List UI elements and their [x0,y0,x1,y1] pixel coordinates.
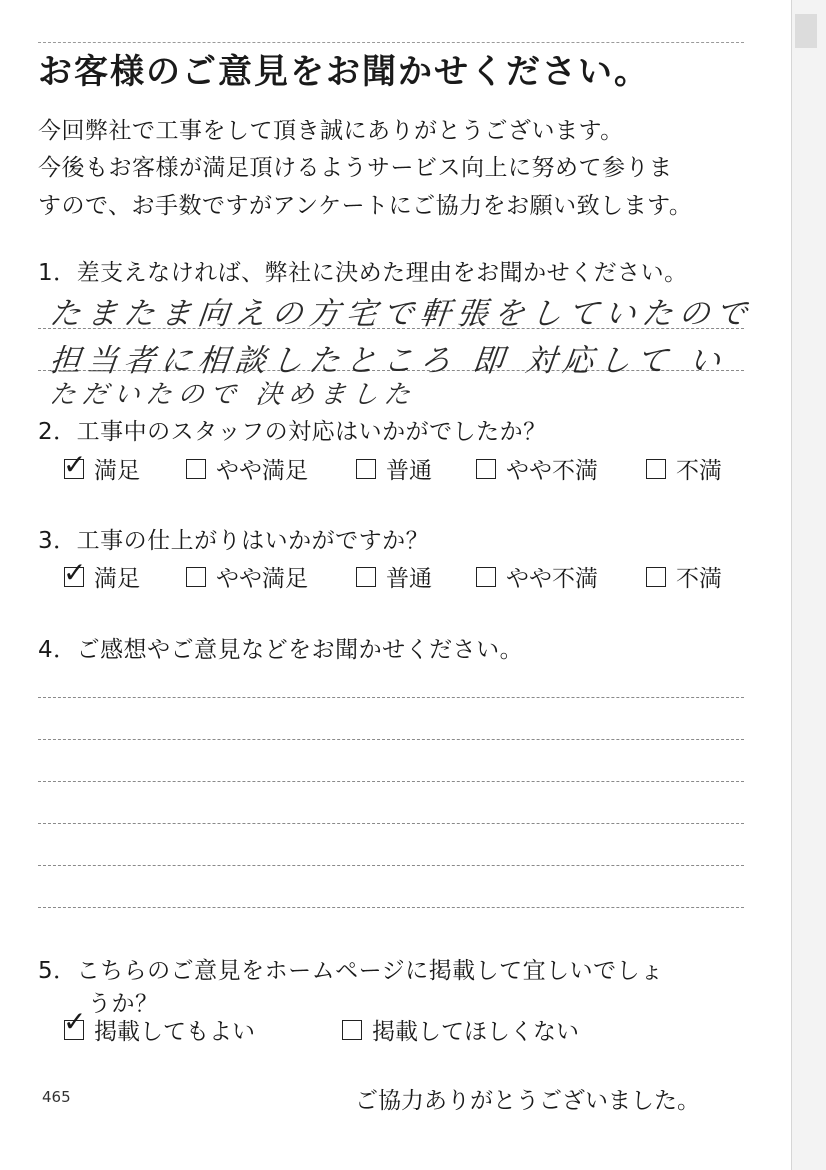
option-label: 不満 [676,566,722,592]
option-label: やや不満 [506,566,598,592]
page-title: お客様のご意見をお聞かせください。 [38,52,650,92]
checkbox[interactable] [356,459,376,479]
option-label: やや満足 [216,458,308,484]
option-label: 満足 [94,566,140,592]
q3-option-somewhat-dissatisfied[interactable] [476,560,598,593]
scan-edge-tab [795,14,817,48]
q2-option-satisfied[interactable] [63,447,140,485]
check-mark-icon: ✓ [63,1004,87,1038]
answer-line[interactable] [38,865,744,866]
checkbox[interactable] [476,459,496,479]
question-2-options [63,447,754,484]
answer-line[interactable] [38,697,744,698]
checkbox[interactable] [476,567,496,587]
question-3-options [63,555,754,592]
q3-option-satisfied[interactable] [63,555,140,593]
q2-option-normal[interactable] [356,452,432,485]
option-label: 普通 [386,566,432,592]
handwritten-answer-line-3: ただいたので 決めました [48,380,418,410]
answer-line[interactable] [38,739,744,740]
checkbox[interactable] [646,459,666,479]
intro-line-1: 今回弊社で工事をして頂き誠にありがとうございます。 [38,118,624,144]
intro-line-2: 今後もお客様が満足頂けるようサービス向上に努めて参りま [38,155,673,181]
q3-option-dissatisfied[interactable] [646,560,722,593]
option-label: 不満 [676,458,722,484]
top-rule [38,42,744,43]
checkbox[interactable] [356,567,376,587]
check-mark-icon: ✓ [63,555,87,589]
check-mark-icon: ✓ [63,447,87,481]
handwritten-answer-line-1: たまたま向えの方宅で軒張をしていたので [47,296,755,332]
page-number: 465 [42,1088,71,1106]
checkbox[interactable] [63,555,87,589]
intro-line-3: すので、お手数ですがアンケートにご協力をお願い致します。 [38,193,693,219]
scan-edge [791,0,826,1170]
question-5-label-line-1: 5．こちらのご意見をホームページに掲載して宜しいでしょ [38,958,664,984]
checkbox[interactable] [63,447,87,481]
option-label: 普通 [386,458,432,484]
q3-option-somewhat-satisfied[interactable] [186,560,308,593]
answer-line[interactable] [38,781,744,782]
option-label: 掲載してもよい [94,1019,255,1045]
answer-line[interactable] [38,907,744,908]
question-4-label: 4．ご感想やご意見などをお聞かせください。 [38,637,524,663]
checkbox[interactable] [63,1004,87,1040]
thanks-message: ご協力ありがとうございました。 [355,1088,700,1114]
checkbox[interactable] [342,1020,362,1040]
checkbox[interactable] [186,567,206,587]
scan-edge-line [791,0,792,1170]
question-1-label: 1．差支えなければ、弊社に決めた理由をお聞かせください。 [38,260,688,286]
option-label: やや不満 [506,458,598,484]
handwritten-answer-line-2: 担当者に相談したところ 即 対応して い [47,343,729,379]
checkbox[interactable] [186,459,206,479]
q2-option-somewhat-dissatisfied[interactable] [476,452,598,485]
option-label: やや満足 [216,566,308,592]
checkbox[interactable] [646,567,666,587]
question-2-label: 2．工事中のスタッフの対応はいかがでしたか？ [38,419,547,445]
option-label: 満足 [94,458,140,484]
q5-option-disallow[interactable] [342,1013,579,1046]
q2-option-somewhat-satisfied[interactable] [186,452,308,485]
q2-option-dissatisfied[interactable] [646,452,722,485]
question-5-label-line-2: うか？ [88,991,159,1017]
question-3-label: 3．工事の仕上がりはいかがですか？ [38,528,430,554]
q3-option-normal[interactable] [356,560,432,593]
option-label: 掲載してほしくない [372,1019,579,1045]
answer-line[interactable] [38,823,744,824]
